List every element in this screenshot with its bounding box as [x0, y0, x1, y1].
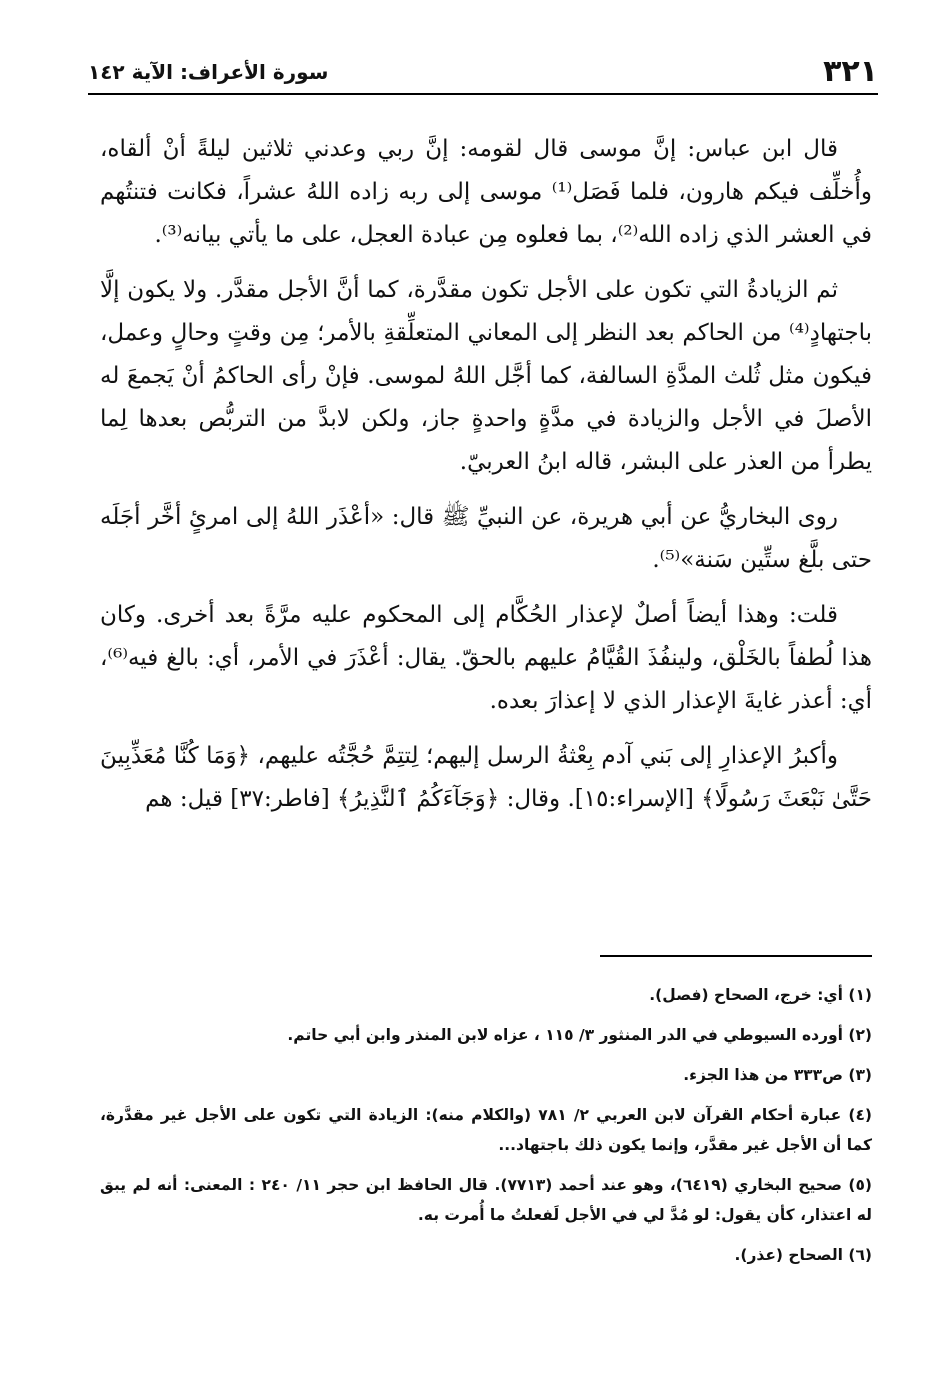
main-text: [100, 128, 872, 833]
paragraph: قلت: وهذا أيضاً أصلٌ لإعذار الحُكَّام إلى المحكوم عليه مرَّةً بعد أخرى. وكان هذا لُطفاً بالخَلْق، ولينفُذَ القُيَّامُ عليهم بالحقّ. يقال: أعْذَرَ في الأمر، أي: بالغ فيه⁽⁶⁾، أي: أعذر غايةَ الإعذار الذي لا إعذارَ بعده.: [100, 602, 872, 714]
footnotes: [100, 980, 872, 1280]
footnote-separator: [600, 955, 872, 957]
footnote: (٤) عبارة أحكام القرآن لابن العربي ٢/ ٧٨١ (والكلام منه): الزيادة التي تكون على الأجل غير مقدَّرة، كما أن الأجل غير مقدَّر، وإنما يكون ذلك باجتهاد...: [100, 1106, 872, 1154]
paragraph: ثم الزيادةُ التي تكون على الأجل تكون مقدَّرة، كما أنَّ الأجل مقدَّر. ولا يكون إلَّا باجتهادٍ⁽⁴⁾ من الحاكم بعد النظر إلى المعاني المتعلِّقةِ بالأمر؛ مِن وقتٍ وحالٍ وعمل، فيكون مثل ثُلث المدَّةِ السالفة، كما أجَّل اللهُ لموسى. فإنْ رأى الحاكمُ أنْ يَجمعَ له الأصلَ في الأجل والزيادة في مدَّةٍ واحدةٍ جاز، ولكن لابدَّ من التربُّص بعدها لِما يطرأ من العذر على البشر، قاله ابنُ العربيّ.: [100, 277, 872, 475]
footnote: (٥) صحيح البخاري (٦٤١٩)، وهو عند أحمد (٧٧١٣). قال الحافظ ابن حجر ١١/ ٢٤٠ : المعنى: أنه لم يبق له اعتذار، كأن يقول: لو مُدَّ لي في الأجل لَفعلتُ ما أُمرت به.: [100, 1176, 873, 1224]
page-number: ٣٢١: [823, 54, 878, 89]
paragraph: روى البخاريُّ عن أبي هريرة، عن النبيِّ ﷺ قال: «أعْذَر اللهُ إلى امرئٍ أخَّر أجَلَه حتى بلَّغ ستِّين سَنة»⁽⁵⁾.: [100, 504, 872, 573]
running-title: سورة الأعراف: الآية ١٤٢: [88, 60, 329, 84]
footnote: (٢) أورده السيوطي في الدر المنثور ٣/ ١١٥ ، عزاه لابن المنذر وابن أبي حاتم.: [287, 1026, 872, 1044]
footnote: (١) أي: خرج، الصحاح (فصل).: [649, 986, 872, 1004]
paragraph: وأكبرُ الإعذارِ إلى بَني آدم بِعْثةُ الرسل إليهم؛ لِتتِمَّ حُجَّتُه عليهم، ﴿وَمَا كُنَّا مُعَذِّبِينَ حَتَّىٰ نَبْعَثَ رَسُولًا﴾ [الإسراء:١٥]. وقال: ﴿وَجَآءَكُمُ ٱلنَّذِيرُ﴾ [فاطر:٣٧] قيل: هم: [100, 743, 872, 812]
footnote: (٣) ص٣٣٣ من هذا الجزء.: [683, 1066, 872, 1084]
paragraph: قال ابن عباس: إنَّ موسى قال لقومه: إنَّ ربي وعدني ثلاثين ليلةً أنْ ألقاه، وأُخلِّف فيكم هارون، فلما فَصَل⁽¹⁾ موسى إلى ربه زاده اللهُ عشراً، فكانت فتنتُهم في العشر الذي زاده الله⁽²⁾، بما فعلوه مِن عبادة العجل، على ما يأتي بيانه⁽³⁾.: [100, 136, 872, 248]
footnote: (٦) الصحاح (عذر).: [734, 1246, 872, 1264]
header-rule: [88, 93, 878, 95]
page-header: [88, 52, 878, 92]
